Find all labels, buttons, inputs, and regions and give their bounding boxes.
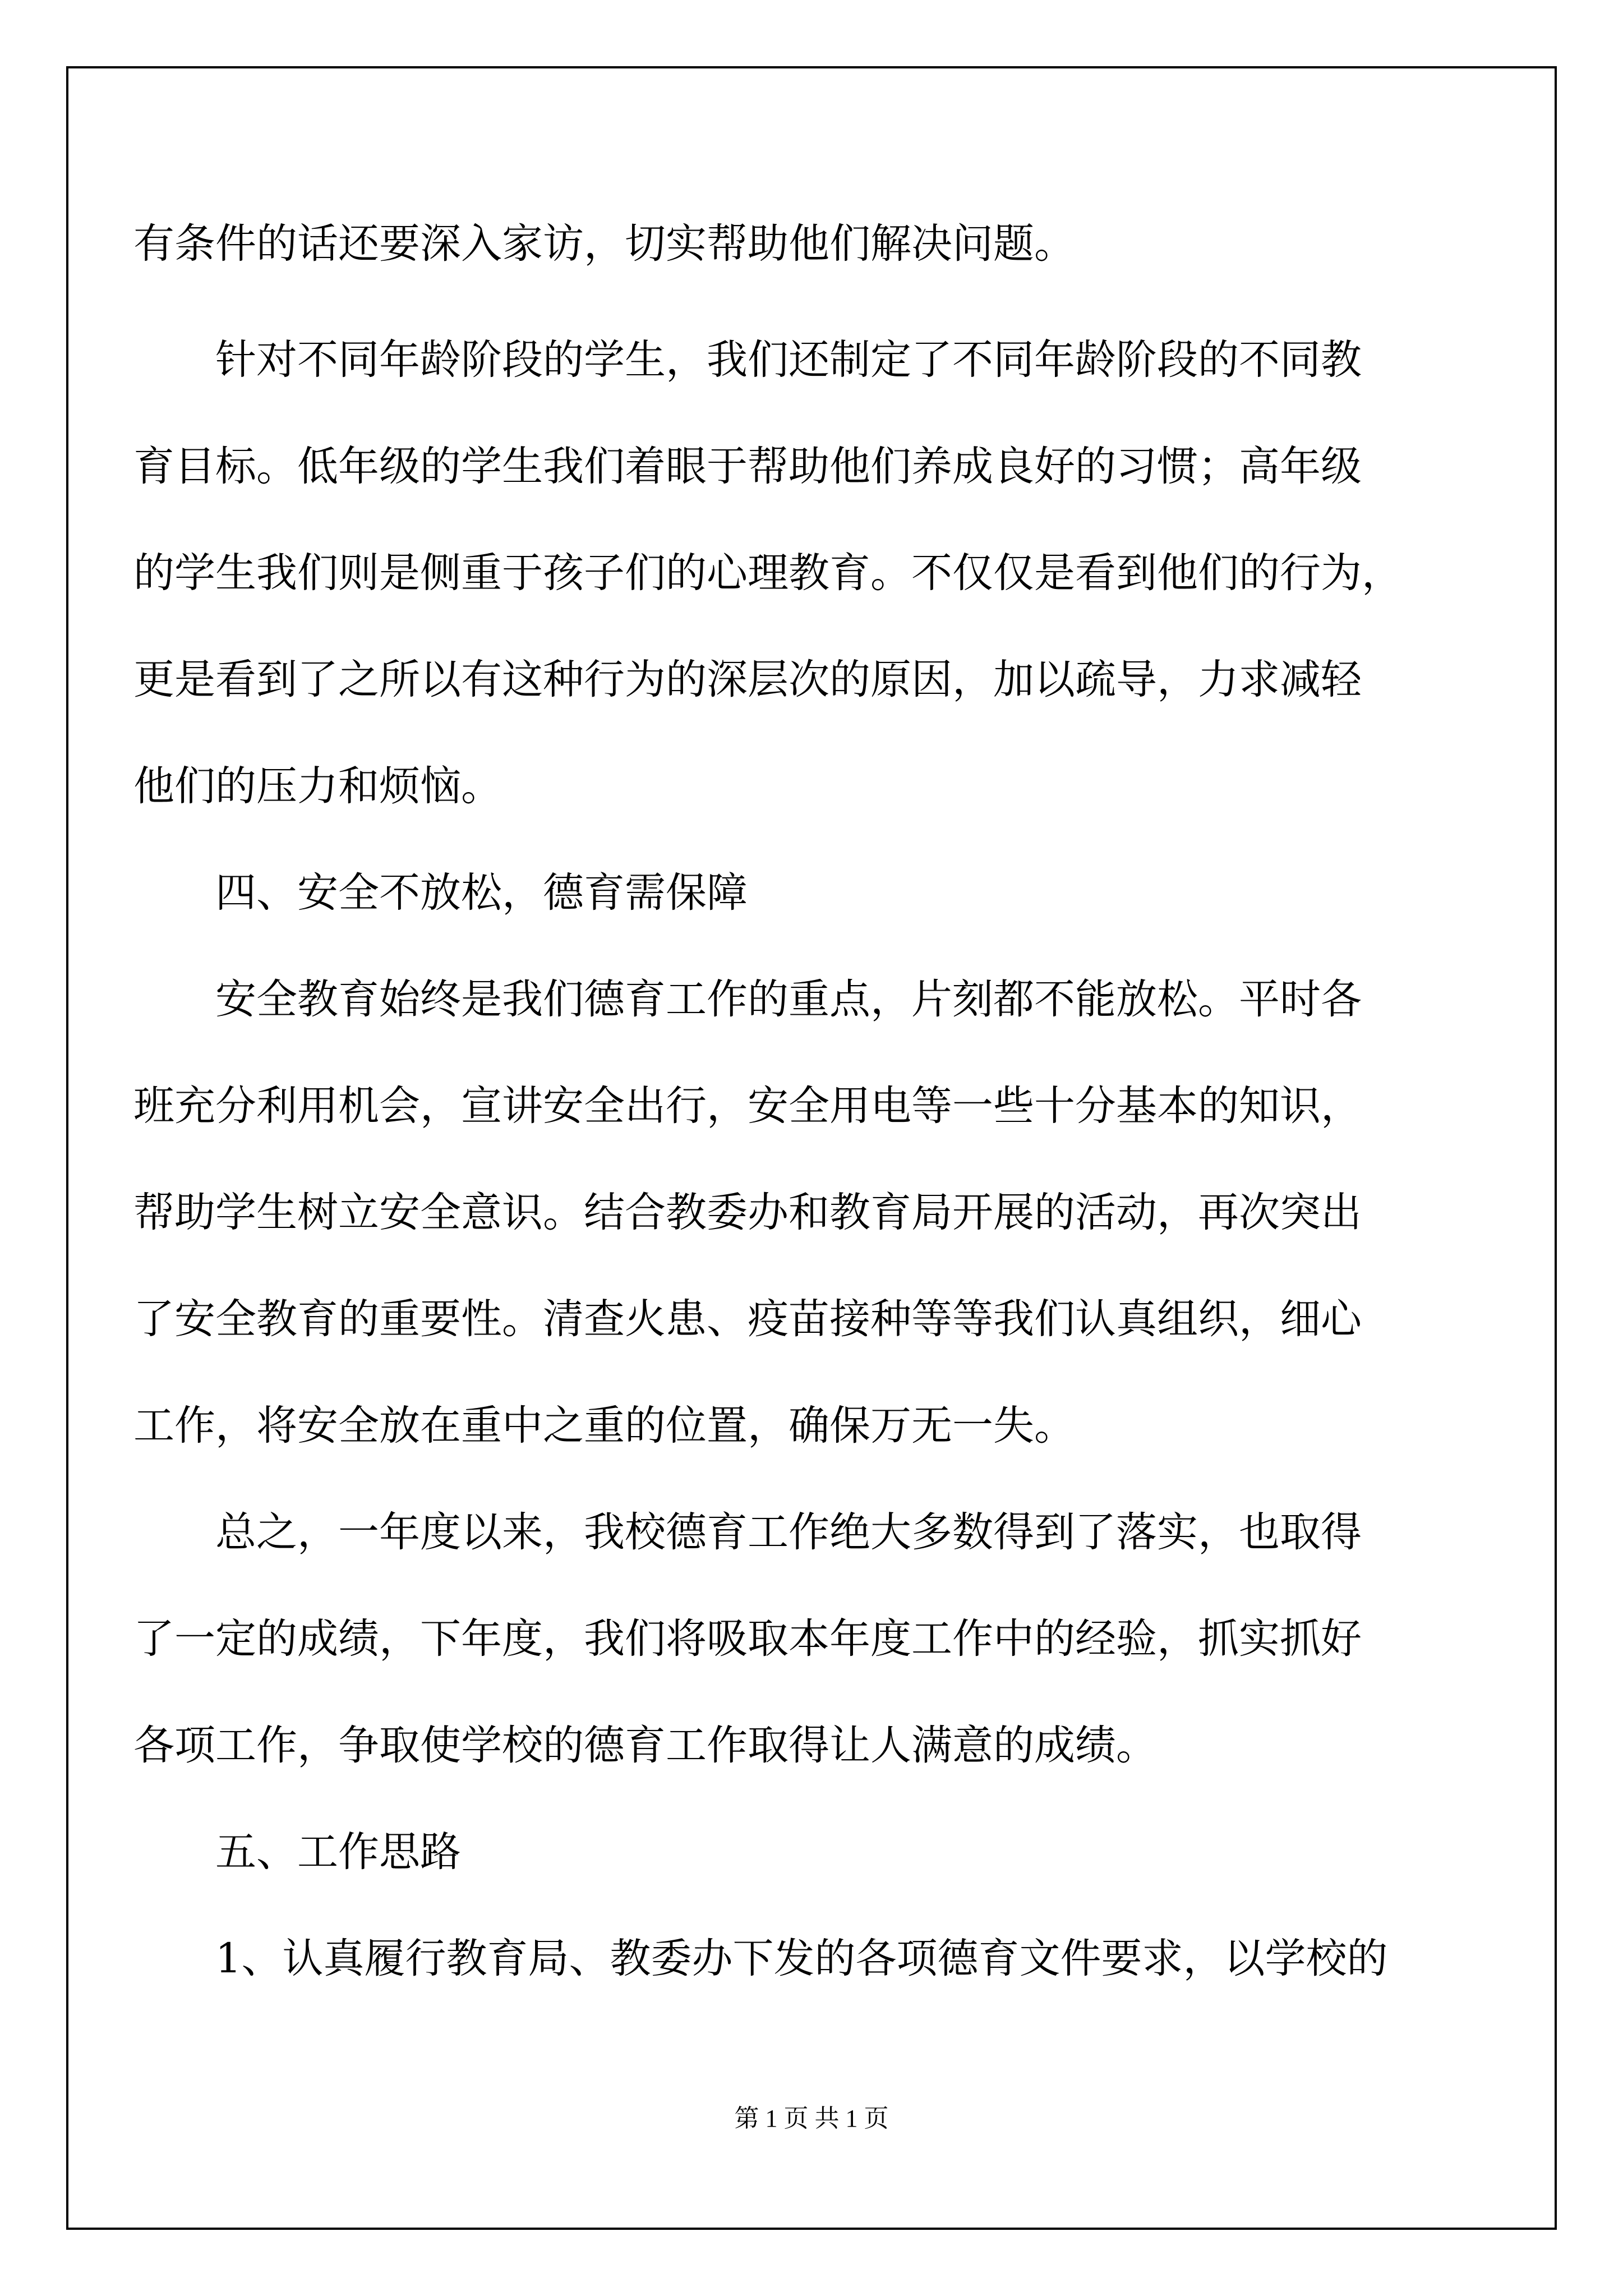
text-line: 了安全教育的重要性。清查火患、疫苗接种等等我们认真组织，细心 — [133, 1295, 1362, 1343]
text-line: 针对不同年龄阶段的学生，我们还制定了不同年龄阶段的不同教 — [215, 336, 1362, 384]
text-line: 了一定的成绩，下年度，我们将吸取本年度工作中的经验，抓实抓好 — [133, 1615, 1362, 1663]
text-line: 他们的压力和烦恼。 — [133, 762, 502, 810]
text-line: 1、认真履行教育局、教委办下发的各项德育文件要求，以学校的 — [215, 1935, 1388, 1982]
text-line: 总之，一年度以来，我校德育工作绝大多数得到了落实，也取得 — [215, 1508, 1362, 1556]
text-line: 工作，将安全放在重中之重的位置，确保万无一失。 — [133, 1402, 1075, 1450]
text-line: 的学生我们则是侧重于孩子们的心理教育。不仅仅是看到他们的行为， — [133, 549, 1403, 597]
section-heading: 四、安全不放松，德育需保障 — [215, 869, 748, 917]
text-line: 帮助学生树立安全意识。结合教委办和教育局开展的活动，再次突出 — [133, 1189, 1362, 1236]
text-line: 有条件的话还要深入家访，切实帮助他们解决问题。 — [133, 220, 1075, 268]
page-border — [66, 66, 1557, 2230]
page-footer: 第 1 页 共 1 页 — [734, 2105, 889, 2132]
text-line: 更是看到了之所以有这种行为的深层次的原因，加以疏导，力求减轻 — [133, 656, 1362, 703]
text-line: 班充分利用机会，宣讲安全出行，安全用电等一些十分基本的知识， — [133, 1082, 1362, 1130]
text-line: 安全教育始终是我们德育工作的重点，片刻都不能放松。平时各 — [215, 976, 1362, 1023]
section-heading: 五、工作思路 — [215, 1828, 461, 1876]
text-line: 各项工作，争取使学校的德育工作取得让人满意的成绩。 — [133, 1722, 1157, 1769]
text-line: 育目标。低年级的学生我们着眼于帮助他们养成良好的习惯；高年级 — [133, 443, 1362, 490]
